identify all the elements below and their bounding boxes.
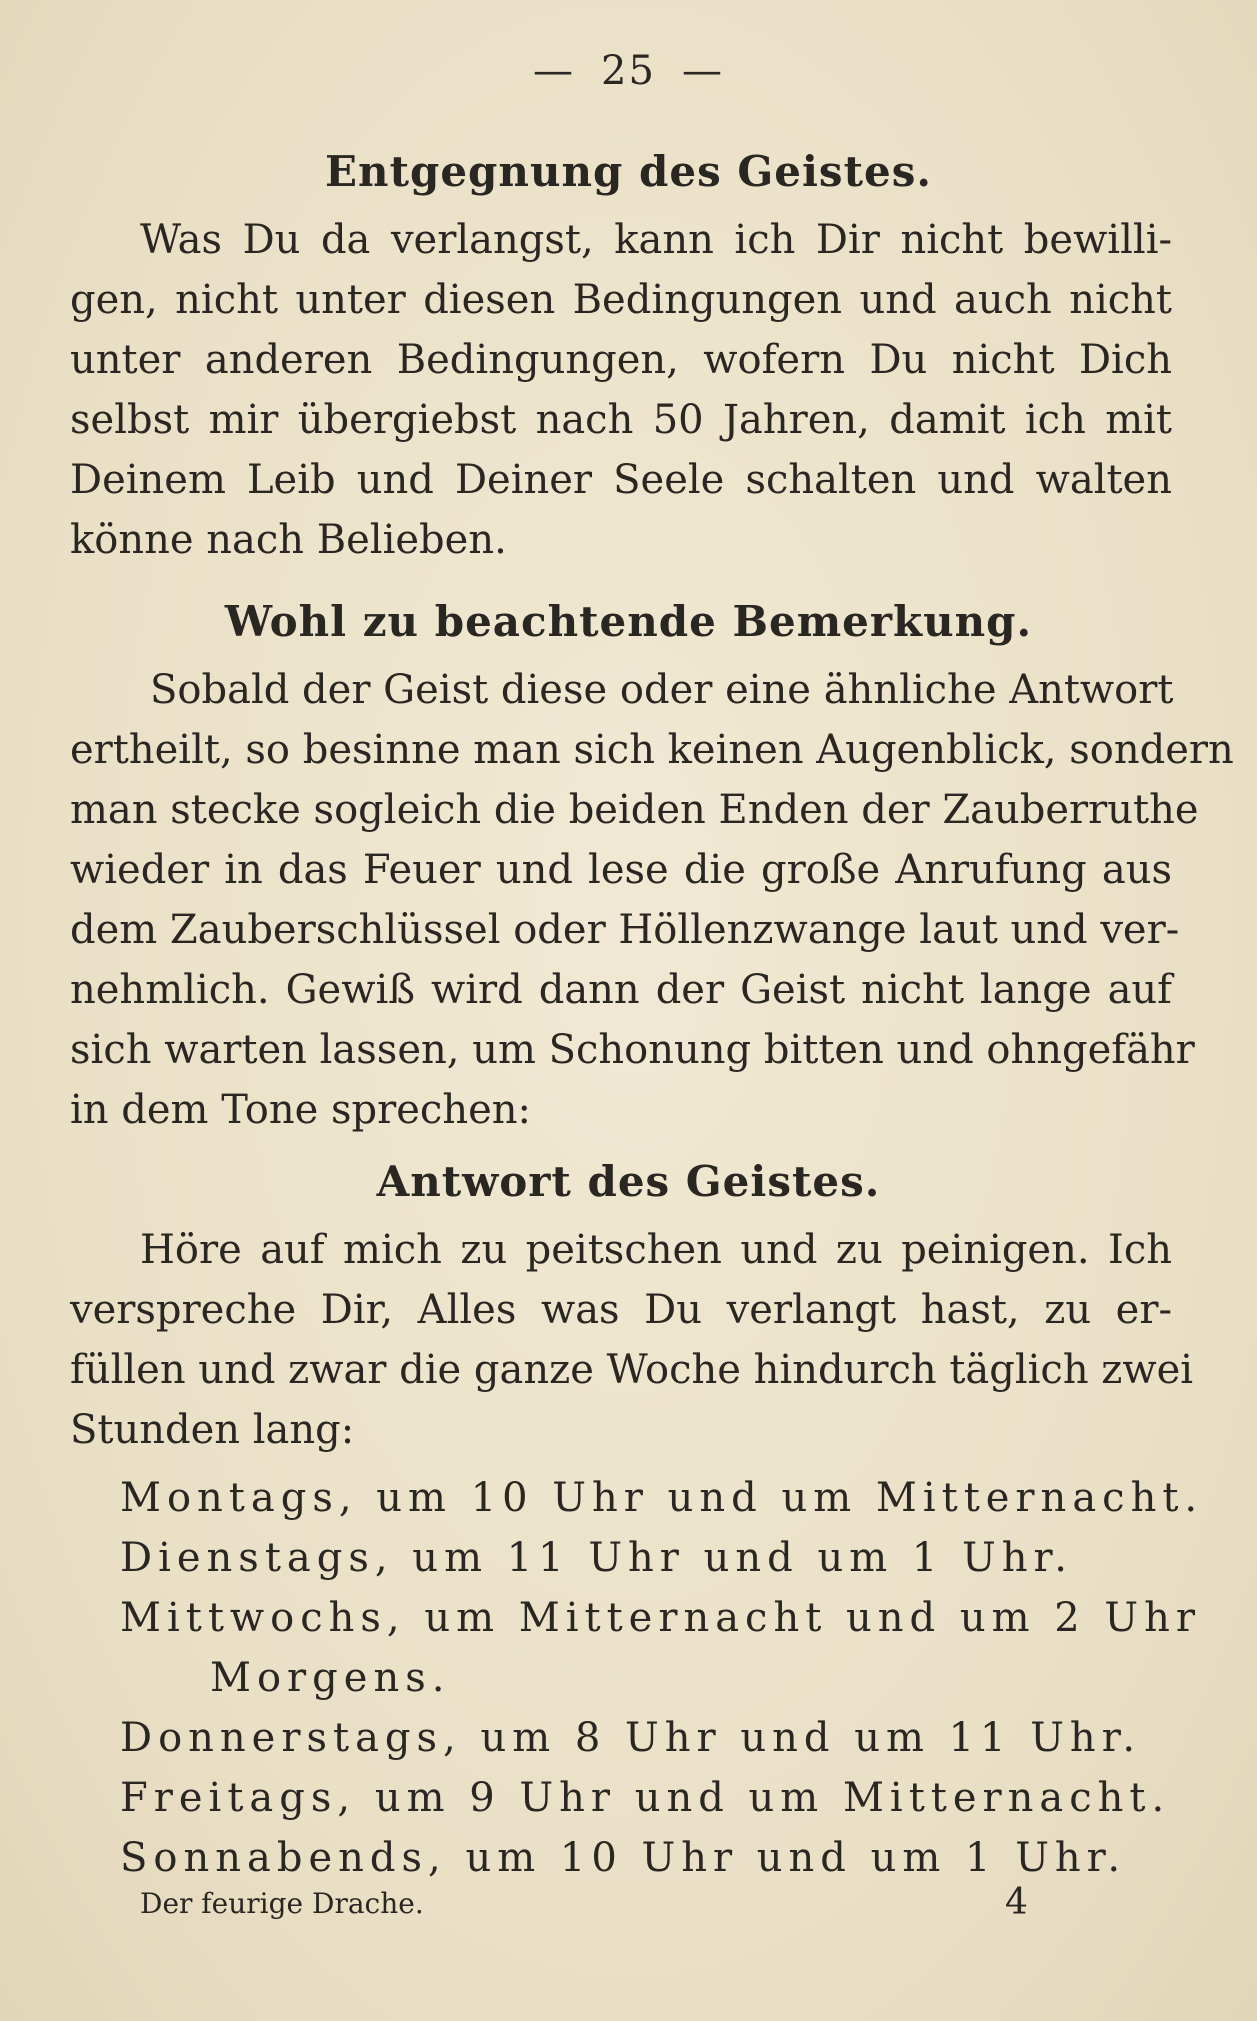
text-line: ertheilt, so besinne man sich keinen Augenblick, sondern <box>70 727 1234 773</box>
text-line: Stunden lang: <box>70 1407 355 1453</box>
text-line: nehmlich. Gewiß wird dann der Geist nicht lange auf <box>70 967 1172 1013</box>
text-line: füllen und zwar die ganze Woche hindurch täglich zwei <box>70 1347 1194 1393</box>
schedule-line-dienstags: Dienstags, um 11 Uhr und um 1 Uhr. <box>120 1535 1073 1581</box>
text-line: Sobald der Geist diese oder eine ähnliche Antwort <box>150 667 1174 713</box>
footer-book-title: Der feurige Drache. <box>140 1887 424 1920</box>
heading-bemerkung: Wohl zu beachtende Bemerkung. <box>224 597 1033 646</box>
schedule-line-mittwochs: Mittwochs, um Mitternacht und um 2 Uhr <box>120 1595 1202 1641</box>
schedule-line-freitags: Freitags, um 9 Uhr und um Mitternacht. <box>120 1775 1171 1821</box>
text-line: gen, nicht unter diesen Bedingungen und auch nicht <box>70 277 1172 323</box>
text-line: dem Zauberschlüssel oder Höllenzwange laut und ver- <box>70 907 1180 953</box>
heading-antwort: Antwort des Geistes. <box>376 1157 881 1206</box>
dash-left: — <box>533 48 576 94</box>
page-number: 25 <box>601 48 656 94</box>
text-line: sich warten lassen, um Schonung bitten und ohngefähr <box>70 1027 1195 1073</box>
text-line: verspreche Dir, Alles was Du verlangt hast, zu er- <box>70 1287 1172 1333</box>
text-line: Was Du da verlangst, kann ich Dir nicht bewilli- <box>140 217 1172 263</box>
page-number-header <box>0 48 1257 94</box>
text-line: Deinem Leib und Deiner Seele schalten und walten <box>70 457 1172 503</box>
heading-entgegnung: Entgegnung des Geistes. <box>325 147 932 196</box>
schedule-line-donnerstags: Donnerstags, um 8 Uhr und um 11 Uhr. <box>120 1715 1142 1761</box>
text-line: selbst mir übergiebst nach 50 Jahren, damit ich mit <box>70 397 1172 443</box>
schedule-line-sonnabends: Sonnabends, um 10 Uhr und um 1 Uhr. <box>120 1835 1127 1881</box>
schedule-line-morgens: Morgens. <box>210 1655 451 1701</box>
footer-signature: 4 <box>1005 1882 1028 1923</box>
text-line: könne nach Belieben. <box>70 517 507 563</box>
text-line: man stecke sogleich die beiden Enden der Zauberruthe <box>70 787 1199 833</box>
text-line: unter anderen Bedingungen, wofern Du nicht Dich <box>70 337 1172 383</box>
text-line: in dem Tone sprechen: <box>70 1087 531 1133</box>
text-line: wieder in das Feuer und lese die große Anrufung aus <box>70 847 1172 893</box>
dash-right: — <box>681 48 724 94</box>
schedule-line-montags: Montags, um 10 Uhr und um Mitternacht. <box>120 1475 1204 1521</box>
text-line: Höre auf mich zu peitschen und zu peinigen. Ich <box>140 1227 1172 1273</box>
